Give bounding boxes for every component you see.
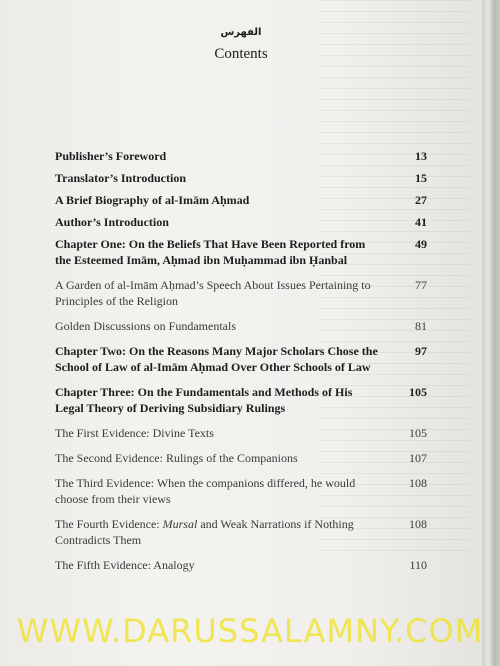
toc-entry-page: 41 (415, 215, 427, 229)
toc-entry (55, 192, 427, 208)
arabic-heading: الفهرس (220, 27, 262, 38)
toc-entry-title: The First Evidence: Divine Texts (55, 426, 214, 440)
toc-entry-title: Chapter Two: On the Reasons Many Major Scholars Chose the School of Law of al-Imām Aḥmad Over Other Schools of Law (55, 344, 378, 374)
toc-entry (55, 148, 427, 164)
toc-entry-page: 15 (415, 171, 427, 185)
toc-entry (55, 475, 427, 507)
toc-entry-page: 107 (409, 451, 427, 465)
toc-entry-title: Chapter One: On the Beliefs That Have Been Reported from the Esteemed Imām, Aḥmad ibn Muḥammad ibn Ḥanbal (55, 237, 366, 267)
table-of-contents (55, 148, 427, 573)
toc-entry-title: The Fifth Evidence: Analogy (55, 558, 195, 572)
toc-entry-title: Publisher’s Foreword (55, 149, 167, 163)
toc-entry (55, 343, 427, 375)
toc-entry-title: A Brief Biography of al-Imām Aḥmad (55, 193, 250, 207)
toc-entry-title-prefix: The Fourth Evidence: (55, 517, 163, 531)
toc-entry-page: 77 (415, 278, 427, 292)
toc-entry-title: Golden Discussions on Fundamentals (55, 319, 236, 333)
toc-entry-title-suffix: and Weak Narrations if Nothing Contradicts Them (55, 517, 354, 547)
toc-entry-page: 110 (409, 558, 427, 572)
toc-entry-title: The Third Evidence: When the companions differed, he would choose from their views (55, 476, 356, 506)
toc-entry (55, 277, 427, 309)
watermark-url: WWW.DARUSSALAMNY.COM (16, 612, 484, 650)
toc-entry (55, 516, 427, 548)
toc-entry (55, 214, 427, 230)
toc-entry-page: 49 (415, 237, 427, 251)
toc-entry-title: Chapter Three: On the Fundamentals and Methods of His Legal Theory of Deriving Subsidiary Rulings (55, 385, 353, 415)
toc-entry-title-emphasis: Mursal (162, 517, 198, 531)
toc-entry-title: Translator’s Introduction (55, 171, 187, 185)
toc-entry (55, 425, 427, 441)
toc-entry-page: 27 (415, 193, 427, 207)
page-edge (482, 0, 500, 666)
toc-entry-title (55, 516, 395, 548)
toc-entry-page: 81 (415, 319, 427, 333)
toc-entry-title: The Second Evidence: Rulings of the Companions (55, 451, 298, 465)
toc-entry (55, 170, 427, 186)
toc-entry-page: 105 (409, 426, 427, 440)
toc-entry-page: 13 (415, 149, 427, 163)
toc-entry (55, 384, 427, 416)
contents-heading: Contents (214, 46, 268, 62)
toc-entry-page: 97 (415, 344, 427, 358)
toc-entry-title: A Garden of al-Imām Aḥmad’s Speech About Issues Pertaining to Principles of the Religion (55, 278, 371, 308)
toc-entry (55, 557, 427, 573)
toc-entry-title: Author’s Introduction (55, 215, 169, 229)
toc-entry-page: 108 (409, 476, 427, 490)
toc-entry (55, 318, 427, 334)
toc-entry (55, 450, 427, 466)
toc-entry-page: 108 (409, 517, 427, 531)
toc-entry-page: 105 (409, 385, 427, 399)
toc-entry (55, 236, 427, 268)
